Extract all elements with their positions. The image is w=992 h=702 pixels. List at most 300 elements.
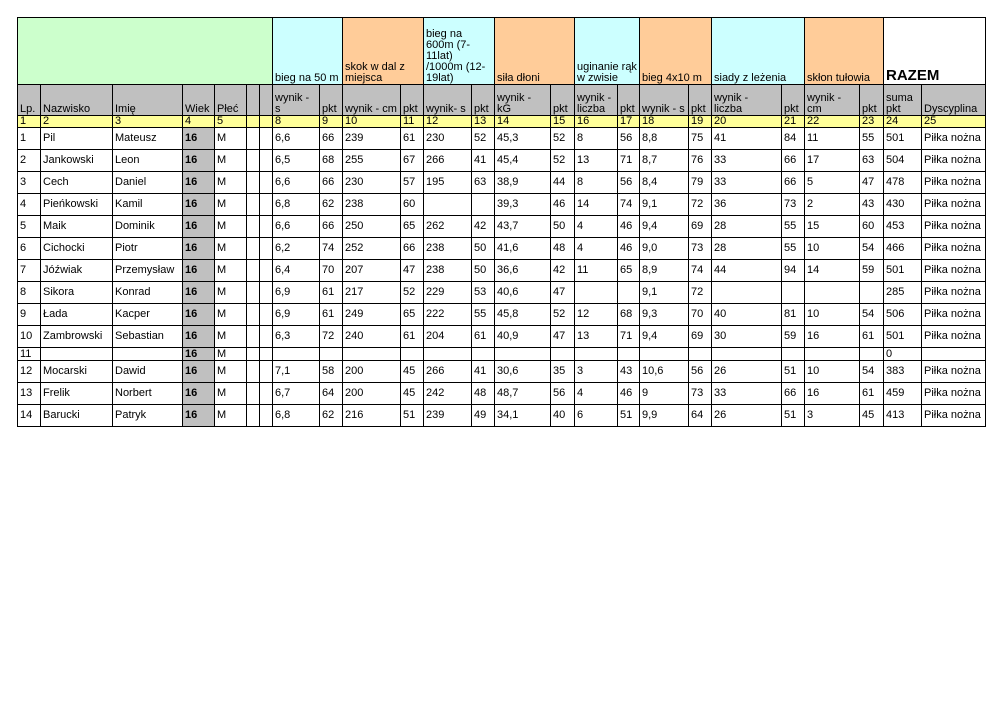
cell-bieg4x10-pkt: 79	[689, 172, 712, 194]
cell-wiek: 16	[183, 304, 215, 326]
cell-sila-wynik: 48,7	[495, 383, 551, 405]
cell-siady-wynik: 26	[712, 361, 782, 383]
cell-uginanie-pkt: 46	[618, 383, 640, 405]
cell-suma: 501	[884, 326, 922, 348]
column-number-cell: 11	[401, 116, 424, 128]
cell-imie: Patryk	[113, 405, 183, 427]
cell-skok-pkt: 60	[401, 194, 424, 216]
column-number-cell: 23	[860, 116, 884, 128]
cell-suma: 430	[884, 194, 922, 216]
group-header-uginanie: uginanie rąk w zwisie	[575, 18, 640, 85]
cell-sklon-pkt: 43	[860, 194, 884, 216]
cell-blank	[247, 238, 260, 260]
column-number-cell: 10	[343, 116, 401, 128]
cell-lp: 14	[18, 405, 41, 427]
col-header-bieg4x10-pkt: pkt	[689, 85, 712, 116]
cell-bieg4x10-wynik: 9,4	[640, 326, 689, 348]
table-row	[18, 260, 986, 282]
column-number-cell: 20	[712, 116, 782, 128]
col-header-siady-pkt: pkt	[782, 85, 805, 116]
group-header-skok: skok w dal z miejsca	[343, 18, 424, 85]
cell-bieg50-pkt: 62	[320, 405, 343, 427]
cell-wiek: 16	[183, 282, 215, 304]
cell-skok-wynik: 230	[343, 172, 401, 194]
cell-wiek: 16	[183, 405, 215, 427]
cell-nazwisko: Zambrowski	[41, 326, 113, 348]
cell-blank	[247, 216, 260, 238]
cell-plec: M	[215, 260, 247, 282]
cell-wiek: 16	[183, 150, 215, 172]
cell-uginanie-pkt: 56	[618, 128, 640, 150]
cell-bieg600-wynik: 242	[424, 383, 472, 405]
cell-dyscyplina: Piłka nożna	[922, 260, 986, 282]
cell-sila-wynik	[495, 348, 551, 361]
cell-bieg4x10-pkt	[689, 348, 712, 361]
cell-sklon-pkt	[860, 282, 884, 304]
cell-nazwisko	[41, 348, 113, 361]
cell-plec: M	[215, 194, 247, 216]
cell-bieg50-pkt: 70	[320, 260, 343, 282]
col-header-sklon-wynik: wynik - cm	[805, 85, 860, 116]
cell-uginanie-wynik: 6	[575, 405, 618, 427]
cell-suma: 285	[884, 282, 922, 304]
cell-siady-pkt: 59	[782, 326, 805, 348]
cell-bieg50-wynik: 6,8	[273, 194, 320, 216]
cell-bieg50-pkt: 72	[320, 326, 343, 348]
cell-uginanie-pkt: 51	[618, 405, 640, 427]
cell-blank	[260, 326, 273, 348]
table-row	[18, 405, 986, 427]
cell-sklon-wynik: 15	[805, 216, 860, 238]
cell-wiek: 16	[183, 383, 215, 405]
cell-blank	[260, 383, 273, 405]
cell-bieg50-pkt	[320, 348, 343, 361]
cell-imie: Kacper	[113, 304, 183, 326]
cell-skok-pkt: 47	[401, 260, 424, 282]
table-row	[18, 194, 986, 216]
cell-uginanie-wynik: 4	[575, 216, 618, 238]
cell-suma: 501	[884, 260, 922, 282]
cell-wiek: 16	[183, 194, 215, 216]
table-row	[18, 172, 986, 194]
cell-blank	[260, 238, 273, 260]
cell-imie: Sebastian	[113, 326, 183, 348]
cell-bieg4x10-pkt: 69	[689, 216, 712, 238]
cell-bieg4x10-pkt: 75	[689, 128, 712, 150]
cell-skok-wynik	[343, 348, 401, 361]
cell-siady-wynik: 40	[712, 304, 782, 326]
cell-siady-wynik: 28	[712, 238, 782, 260]
cell-blank	[260, 304, 273, 326]
cell-blank	[260, 216, 273, 238]
cell-suma: 478	[884, 172, 922, 194]
col-header-sila-pkt: pkt	[551, 85, 575, 116]
cell-sklon-pkt: 63	[860, 150, 884, 172]
cell-bieg600-pkt: 61	[472, 326, 495, 348]
cell-uginanie-pkt: 68	[618, 304, 640, 326]
cell-skok-wynik: 239	[343, 128, 401, 150]
cell-imie: Konrad	[113, 282, 183, 304]
cell-siady-pkt: 51	[782, 405, 805, 427]
cell-nazwisko: Cech	[41, 172, 113, 194]
cell-imie: Kamil	[113, 194, 183, 216]
table-row	[18, 361, 986, 383]
cell-wiek: 16	[183, 172, 215, 194]
cell-sklon-wynik: 5	[805, 172, 860, 194]
cell-uginanie-pkt	[618, 282, 640, 304]
cell-bieg600-wynik: 238	[424, 238, 472, 260]
cell-bieg600-pkt: 63	[472, 172, 495, 194]
cell-siady-wynik: 26	[712, 405, 782, 427]
cell-uginanie-wynik	[575, 282, 618, 304]
cell-uginanie-pkt: 71	[618, 326, 640, 348]
cell-bieg50-pkt: 68	[320, 150, 343, 172]
col-header-uginanie-wynik: wynik - liczba	[575, 85, 618, 116]
cell-siady-pkt: 55	[782, 216, 805, 238]
cell-blank	[247, 304, 260, 326]
column-number-cell: 5	[215, 116, 247, 128]
cell-dyscyplina: Piłka nożna	[922, 282, 986, 304]
cell-bieg600-pkt	[472, 348, 495, 361]
cell-wiek: 16	[183, 348, 215, 361]
cell-sklon-wynik: 11	[805, 128, 860, 150]
cell-bieg600-pkt: 52	[472, 128, 495, 150]
cell-plec: M	[215, 128, 247, 150]
cell-bieg600-pkt: 41	[472, 150, 495, 172]
cell-uginanie-pkt: 43	[618, 361, 640, 383]
cell-dyscyplina: Piłka nożna	[922, 405, 986, 427]
table-row	[18, 216, 986, 238]
cell-sila-wynik: 38,9	[495, 172, 551, 194]
cell-bieg50-wynik: 6,6	[273, 216, 320, 238]
cell-lp: 13	[18, 383, 41, 405]
cell-blank	[247, 383, 260, 405]
table-row	[18, 238, 986, 260]
cell-dyscyplina: Piłka nożna	[922, 172, 986, 194]
cell-bieg50-wynik: 6,6	[273, 172, 320, 194]
cell-nazwisko: Cichocki	[41, 238, 113, 260]
cell-bieg4x10-wynik: 9	[640, 383, 689, 405]
cell-bieg50-pkt: 66	[320, 216, 343, 238]
cell-sila-wynik: 40,6	[495, 282, 551, 304]
cell-dyscyplina: Piłka nożna	[922, 304, 986, 326]
column-number-cell: 19	[689, 116, 712, 128]
cell-bieg50-wynik	[273, 348, 320, 361]
cell-nazwisko: Barucki	[41, 405, 113, 427]
cell-sila-pkt: 56	[551, 383, 575, 405]
razem-header: RAZEM	[884, 18, 986, 85]
cell-dyscyplina: Piłka nożna	[922, 383, 986, 405]
cell-plec: M	[215, 304, 247, 326]
col-header-bieg4x10-wynik: wynik - s	[640, 85, 689, 116]
cell-blank	[247, 326, 260, 348]
cell-blank	[260, 150, 273, 172]
cell-skok-wynik: 255	[343, 150, 401, 172]
cell-plec: M	[215, 216, 247, 238]
column-number-cell: 16	[575, 116, 618, 128]
cell-sklon-wynik: 2	[805, 194, 860, 216]
cell-plec: M	[215, 238, 247, 260]
cell-siady-pkt: 66	[782, 172, 805, 194]
col-header-uginanie-pkt: pkt	[618, 85, 640, 116]
cell-wiek: 16	[183, 361, 215, 383]
cell-skok-pkt: 45	[401, 361, 424, 383]
cell-sklon-pkt: 61	[860, 326, 884, 348]
cell-blank	[247, 405, 260, 427]
cell-sila-pkt: 47	[551, 282, 575, 304]
cell-blank	[260, 260, 273, 282]
cell-lp: 8	[18, 282, 41, 304]
cell-plec: M	[215, 326, 247, 348]
column-number-cell: 2	[41, 116, 113, 128]
cell-sklon-wynik: 17	[805, 150, 860, 172]
cell-sklon-wynik: 10	[805, 304, 860, 326]
cell-blank	[247, 128, 260, 150]
cell-sklon-pkt: 60	[860, 216, 884, 238]
cell-bieg600-pkt: 48	[472, 383, 495, 405]
cell-bieg50-wynik: 6,4	[273, 260, 320, 282]
cell-skok-pkt: 67	[401, 150, 424, 172]
cell-bieg600-wynik: 238	[424, 260, 472, 282]
cell-siady-pkt: 84	[782, 128, 805, 150]
column-number-cell: 13	[472, 116, 495, 128]
cell-lp: 3	[18, 172, 41, 194]
cell-bieg4x10-pkt: 72	[689, 282, 712, 304]
cell-imie: Norbert	[113, 383, 183, 405]
cell-sila-pkt: 44	[551, 172, 575, 194]
column-number-cell: 15	[551, 116, 575, 128]
cell-blank	[247, 172, 260, 194]
cell-bieg50-pkt: 66	[320, 128, 343, 150]
cell-bieg50-pkt: 62	[320, 194, 343, 216]
cell-blank	[260, 282, 273, 304]
cell-bieg50-pkt: 74	[320, 238, 343, 260]
column-number-cell: 17	[618, 116, 640, 128]
cell-sila-pkt: 47	[551, 326, 575, 348]
cell-sila-wynik: 45,8	[495, 304, 551, 326]
group-header-sila: siła dłoni	[495, 18, 575, 85]
table-row	[18, 348, 986, 361]
cell-dyscyplina: Piłka nożna	[922, 128, 986, 150]
cell-bieg4x10-pkt: 69	[689, 326, 712, 348]
cell-wiek: 16	[183, 128, 215, 150]
cell-uginanie-wynik: 8	[575, 172, 618, 194]
cell-sklon-pkt: 47	[860, 172, 884, 194]
cell-sila-pkt	[551, 348, 575, 361]
col-header-nazwisko: Nazwisko	[41, 85, 113, 116]
cell-bieg600-wynik: 204	[424, 326, 472, 348]
cell-nazwisko: Pieńkowski	[41, 194, 113, 216]
cell-skok-pkt	[401, 348, 424, 361]
table-row	[18, 282, 986, 304]
cell-bieg600-wynik: 239	[424, 405, 472, 427]
cell-suma: 501	[884, 128, 922, 150]
cell-bieg50-wynik: 6,5	[273, 150, 320, 172]
cell-dyscyplina: Piłka nożna	[922, 216, 986, 238]
table-row	[18, 326, 986, 348]
cell-bieg50-wynik: 6,7	[273, 383, 320, 405]
col-header-dyscyplina: Dyscyplina	[922, 85, 986, 116]
col-header-blank	[247, 85, 260, 116]
cell-siady-wynik	[712, 282, 782, 304]
cell-skok-pkt: 57	[401, 172, 424, 194]
cell-imie: Piotr	[113, 238, 183, 260]
column-number-row	[18, 116, 986, 128]
cell-bieg50-wynik: 6,9	[273, 304, 320, 326]
cell-suma: 453	[884, 216, 922, 238]
cell-lp: 2	[18, 150, 41, 172]
cell-bieg600-pkt: 50	[472, 260, 495, 282]
cell-bieg4x10-wynik: 9,3	[640, 304, 689, 326]
cell-lp: 11	[18, 348, 41, 361]
column-number-cell	[247, 116, 260, 128]
cell-lp: 9	[18, 304, 41, 326]
cell-bieg600-pkt: 42	[472, 216, 495, 238]
cell-siady-pkt	[782, 348, 805, 361]
cell-suma: 0	[884, 348, 922, 361]
cell-plec: M	[215, 150, 247, 172]
cell-sila-pkt: 52	[551, 150, 575, 172]
cell-uginanie-pkt: 46	[618, 216, 640, 238]
cell-siady-wynik: 41	[712, 128, 782, 150]
cell-bieg600-wynik: 195	[424, 172, 472, 194]
column-number-cell: 24	[884, 116, 922, 128]
cell-bieg4x10-wynik: 8,7	[640, 150, 689, 172]
cell-bieg50-pkt: 61	[320, 304, 343, 326]
cell-bieg50-pkt: 61	[320, 282, 343, 304]
cell-nazwisko: Pil	[41, 128, 113, 150]
cell-uginanie-pkt: 56	[618, 172, 640, 194]
cell-uginanie-wynik	[575, 348, 618, 361]
cell-suma: 466	[884, 238, 922, 260]
cell-bieg600-wynik: 229	[424, 282, 472, 304]
cell-bieg4x10-wynik: 10,6	[640, 361, 689, 383]
cell-bieg600-wynik: 262	[424, 216, 472, 238]
cell-lp: 12	[18, 361, 41, 383]
cell-plec: M	[215, 348, 247, 361]
cell-blank	[247, 194, 260, 216]
cell-sklon-wynik	[805, 282, 860, 304]
cell-blank	[260, 361, 273, 383]
cell-sklon-pkt	[860, 348, 884, 361]
table-row	[18, 383, 986, 405]
col-header-imie: Imię	[113, 85, 183, 116]
cell-suma: 383	[884, 361, 922, 383]
cell-skok-wynik: 240	[343, 326, 401, 348]
cell-blank	[260, 172, 273, 194]
cell-skok-wynik: 216	[343, 405, 401, 427]
cell-bieg4x10-pkt: 76	[689, 150, 712, 172]
cell-siady-wynik: 33	[712, 150, 782, 172]
cell-skok-pkt: 61	[401, 326, 424, 348]
cell-sklon-pkt: 54	[860, 361, 884, 383]
cell-sila-wynik: 34,1	[495, 405, 551, 427]
cell-sila-pkt: 48	[551, 238, 575, 260]
cell-bieg4x10-wynik: 9,9	[640, 405, 689, 427]
cell-bieg4x10-pkt: 56	[689, 361, 712, 383]
cell-bieg4x10-pkt: 73	[689, 383, 712, 405]
cell-nazwisko: Jankowski	[41, 150, 113, 172]
cell-bieg600-pkt: 50	[472, 238, 495, 260]
cell-bieg600-pkt: 41	[472, 361, 495, 383]
cell-lp: 7	[18, 260, 41, 282]
cell-nazwisko: Sikora	[41, 282, 113, 304]
column-number-cell: 9	[320, 116, 343, 128]
header-blank	[18, 18, 273, 85]
cell-imie: Leon	[113, 150, 183, 172]
column-number-cell: 21	[782, 116, 805, 128]
cell-sila-pkt: 40	[551, 405, 575, 427]
cell-uginanie-wynik: 8	[575, 128, 618, 150]
cell-suma: 459	[884, 383, 922, 405]
cell-blank	[247, 260, 260, 282]
cell-bieg4x10-pkt: 72	[689, 194, 712, 216]
cell-bieg50-wynik: 6,6	[273, 128, 320, 150]
cell-imie: Przemysław	[113, 260, 183, 282]
group-header-bieg600: bieg na 600m (7-11lat) /1000m (12-19lat)	[424, 18, 495, 85]
cell-sila-wynik: 40,9	[495, 326, 551, 348]
cell-dyscyplina	[922, 348, 986, 361]
cell-bieg50-pkt: 58	[320, 361, 343, 383]
cell-siady-pkt: 73	[782, 194, 805, 216]
cell-bieg4x10-pkt: 70	[689, 304, 712, 326]
cell-blank	[260, 194, 273, 216]
column-number-cell: 1	[18, 116, 41, 128]
cell-skok-pkt: 65	[401, 216, 424, 238]
cell-skok-pkt: 61	[401, 128, 424, 150]
cell-wiek: 16	[183, 238, 215, 260]
cell-sklon-pkt: 59	[860, 260, 884, 282]
cell-bieg4x10-wynik: 9,1	[640, 194, 689, 216]
cell-plec: M	[215, 383, 247, 405]
cell-siady-pkt: 51	[782, 361, 805, 383]
cell-dyscyplina: Piłka nożna	[922, 150, 986, 172]
cell-siady-wynik: 33	[712, 383, 782, 405]
cell-sila-pkt: 52	[551, 128, 575, 150]
cell-dyscyplina: Piłka nożna	[922, 238, 986, 260]
cell-wiek: 16	[183, 216, 215, 238]
column-number-cell: 22	[805, 116, 860, 128]
cell-uginanie-pkt: 74	[618, 194, 640, 216]
cell-sila-wynik: 39,3	[495, 194, 551, 216]
cell-siady-wynik: 33	[712, 172, 782, 194]
cell-bieg4x10-wynik: 9,4	[640, 216, 689, 238]
cell-bieg600-pkt: 53	[472, 282, 495, 304]
cell-siady-wynik	[712, 348, 782, 361]
cell-lp: 6	[18, 238, 41, 260]
cell-blank	[247, 282, 260, 304]
column-number-cell: 4	[183, 116, 215, 128]
cell-bieg50-wynik: 6,8	[273, 405, 320, 427]
cell-imie: Dominik	[113, 216, 183, 238]
cell-uginanie-pkt	[618, 348, 640, 361]
table-body	[18, 128, 986, 427]
cell-suma: 506	[884, 304, 922, 326]
col-header-bieg600-wynik: wynik- s	[424, 85, 472, 116]
cell-lp: 10	[18, 326, 41, 348]
col-header-sklon-pkt: pkt	[860, 85, 884, 116]
cell-sila-wynik: 36,6	[495, 260, 551, 282]
cell-imie: Dawid	[113, 361, 183, 383]
cell-bieg50-wynik: 6,2	[273, 238, 320, 260]
cell-bieg600-pkt	[472, 194, 495, 216]
cell-siady-pkt: 55	[782, 238, 805, 260]
cell-sklon-pkt: 45	[860, 405, 884, 427]
cell-imie: Mateusz	[113, 128, 183, 150]
cell-wiek: 16	[183, 260, 215, 282]
cell-siady-wynik: 44	[712, 260, 782, 282]
cell-bieg50-pkt: 66	[320, 172, 343, 194]
